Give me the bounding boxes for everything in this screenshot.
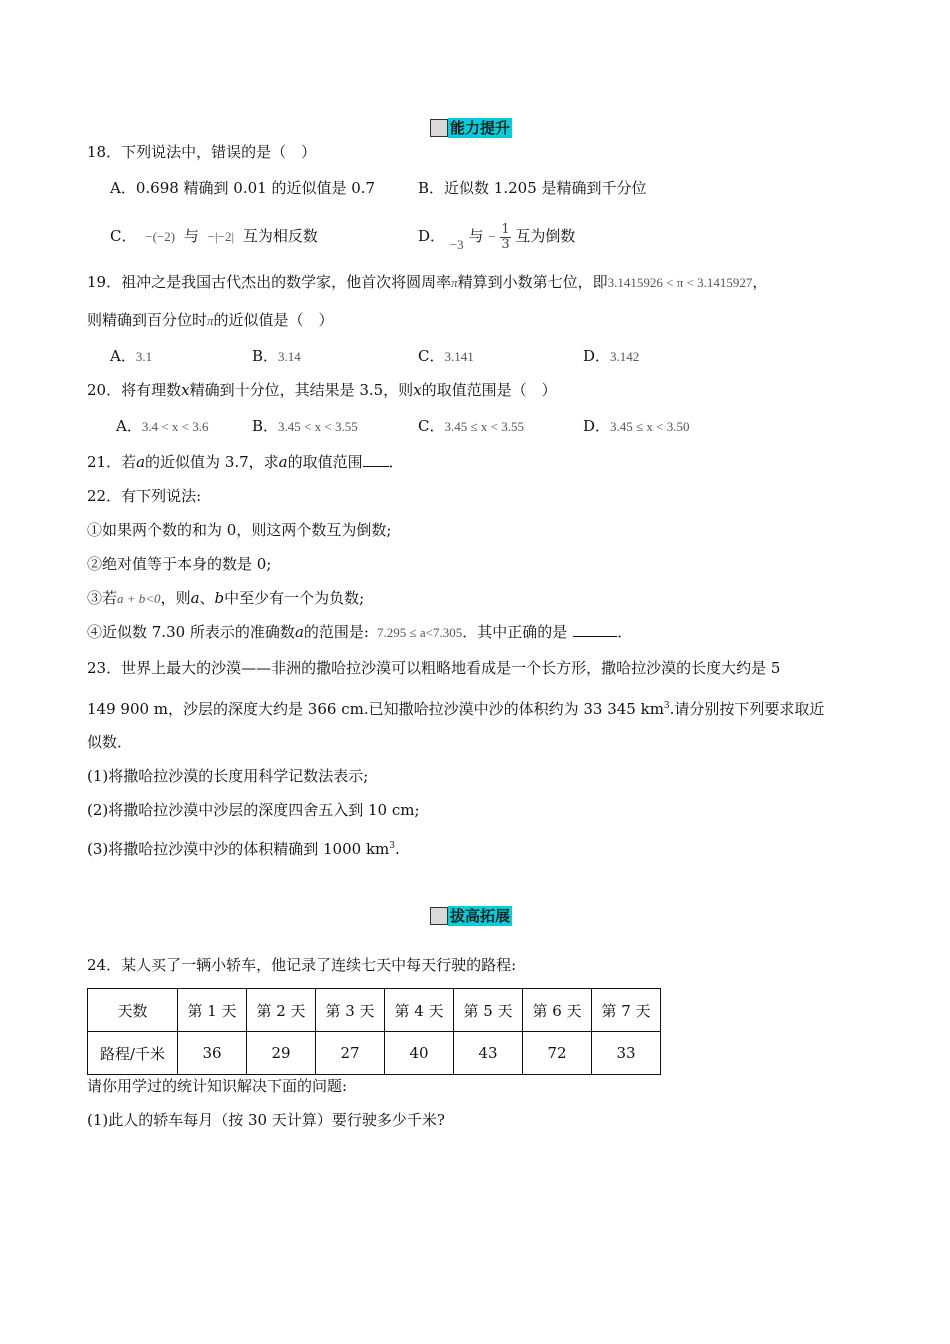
answer-blank[interactable]: [363, 452, 389, 467]
q23-line-1: 23．世界上最大的沙漠——非洲的撒哈拉沙漠可以粗略地看成是一个长方形，撒哈拉沙漠的长度大约是 5: [87, 659, 781, 677]
answer-blank[interactable]: [573, 622, 617, 637]
section-header-ability: [430, 118, 512, 138]
table-cell: 路程/千米: [88, 1032, 178, 1075]
math-expression: 7.295 ≤ a<7.305: [376, 625, 463, 640]
q23-part-2: (2)将撒哈拉沙漠中沙层的深度四舍五入到 10 cm;: [87, 801, 420, 819]
math-expression: −3: [449, 237, 464, 252]
q23-line-3: 似数．: [87, 733, 133, 751]
q21-stem: 21．若a的近似值为 3.7，求a的取值范围 ．: [87, 453, 404, 471]
section-title: 能力提升: [450, 119, 511, 137]
q22-statement-4: ④近似数 7.30 所表示的准确数a的范围是: 7.295 ≤ a<7.305．其中正确的是 ．: [87, 623, 633, 641]
section-marker-icon: [430, 119, 448, 137]
math-expression: −|−2|: [207, 229, 235, 244]
table-header-cell: 第 1 天: [178, 989, 247, 1032]
q20-option-d: D．3.45 ≤ x < 3.50: [583, 417, 690, 435]
table-header-cell: 第 5 天: [454, 989, 523, 1032]
table-header-cell: 第 6 天: [523, 989, 592, 1032]
q20-option-a: A．3.4 < x < 3.6: [116, 417, 209, 435]
table-header-cell: 第 7 天: [592, 989, 661, 1032]
table-row: [88, 989, 661, 1032]
q22-statement-3: ③若a + b<0，则a、b中至少有一个为负数;: [87, 589, 365, 607]
q18-option-c: C． −(−2) 与 −|−2| 互为相反数: [110, 227, 318, 245]
q24-stem: 24．某人买了一辆小轿车，他记录了连续七天中每天行驶的路程:: [87, 956, 517, 974]
q20-stem: 20．将有理数x精确到十分位，其结果是 3.5，则x的取值范围是（ ）: [87, 381, 557, 399]
math-expression: −(−2): [145, 229, 176, 244]
distance-table: [87, 988, 661, 1075]
table-cell: 29: [247, 1032, 316, 1075]
q22-statement-2: ②绝对值等于本身的数是 0;: [87, 555, 272, 573]
table-header-cell: 第 4 天: [385, 989, 454, 1032]
pi-symbol: π: [207, 313, 214, 328]
q19-option-c: C．3.141: [418, 347, 474, 365]
table-row: [88, 1032, 661, 1075]
q22-statement-1: ①如果两个数的和为 0，则这两个数互为倒数;: [87, 521, 392, 539]
q20-option-c: C．3.45 ≤ x < 3.55: [418, 417, 524, 435]
q23-part-3: (3)将撒哈拉沙漠中沙的体积精确到 1000 $km^3$.: [87, 840, 400, 858]
table-cell: 33: [592, 1032, 661, 1075]
q19-option-a: A．3.1: [110, 347, 153, 365]
q19-option-d: D．3.142: [583, 347, 640, 365]
math-expression: a + b<0: [117, 591, 161, 606]
q19-option-b: B．3.14: [252, 347, 301, 365]
section-marker-icon: [430, 907, 448, 925]
math-expression: 3.1415926 < π < 3.1415927: [607, 275, 753, 290]
q18-option-d: D． −3 与 − $\frac{1}{3}$ 互为倒数: [418, 221, 576, 252]
fraction: $\frac{1}{3}$: [501, 221, 510, 252]
table-cell: 40: [385, 1032, 454, 1075]
q23-part-1: (1)将撒哈拉沙漠的长度用科学记数法表示;: [87, 767, 369, 785]
q24-instruction: 请你用学过的统计知识解决下面的问题:: [87, 1077, 348, 1095]
table-cell: 72: [523, 1032, 592, 1075]
q19-stem-line1: 19．祖冲之是我国古代杰出的数学家，他首次将圆周率π精算到小数第七位，即3.1415926 < π < 3.1415927，: [87, 273, 768, 291]
q20-option-b: B．3.45 < x < 3.55: [252, 417, 358, 435]
q23-line-2: 149 900 m，沙层的深度大约是 366 cm.已知撒哈拉沙漠中沙的体积约为 33 345 $km^3$.请分别按下列要求取近: [87, 700, 825, 718]
q18-option-a: A．0.698 精确到 0.01 的近似值是 0.7: [110, 179, 376, 197]
q22-stem: 22．有下列说法:: [87, 487, 202, 505]
section-header-extension: [430, 906, 512, 926]
math-sign: −: [488, 229, 496, 244]
q18-option-b: B．近似数 1.205 是精确到千分位: [418, 179, 647, 197]
table-cell: 27: [316, 1032, 385, 1075]
pi-symbol: π: [451, 275, 458, 290]
table-header-cell: 第 3 天: [316, 989, 385, 1032]
q19-stem-line2: 则精确到百分位时π的近似值是（ ）: [87, 311, 334, 329]
table-cell: 43: [454, 1032, 523, 1075]
q24-part-1: (1)此人的轿车每月（按 30 天计算）要行驶多少千米?: [87, 1111, 445, 1129]
table-header-cell: 天数: [88, 989, 178, 1032]
q18-stem: 18．下列说法中，错误的是（ ）: [87, 143, 317, 161]
table-cell: 36: [178, 1032, 247, 1075]
section-title: 拔高拓展: [450, 907, 511, 925]
table-header-cell: 第 2 天: [247, 989, 316, 1032]
